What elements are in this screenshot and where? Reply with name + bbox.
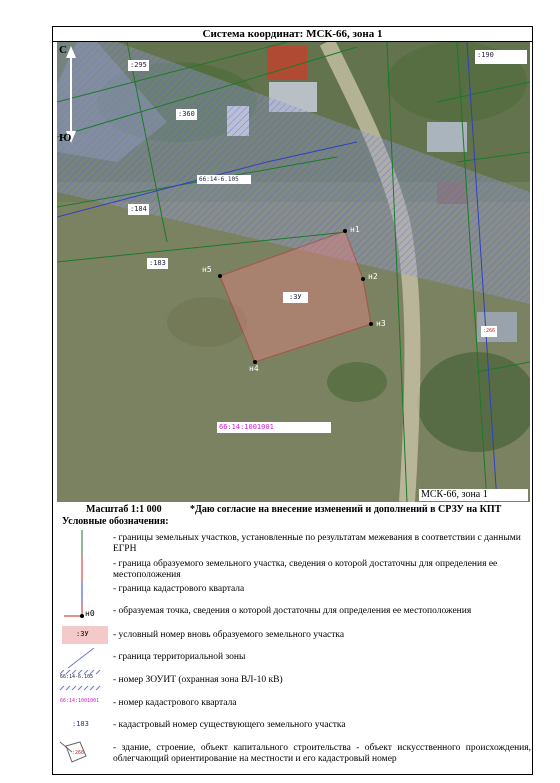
legend-symbol-parcel-boundary bbox=[58, 530, 110, 556]
sheet-title: Система координат: МСК-66, зона 1 bbox=[53, 27, 532, 42]
legend-symbol-point: н0 bbox=[58, 604, 110, 622]
point-label-n4: н4 bbox=[249, 364, 259, 373]
consent-note: *Даю согласие на внесение изменений и дополнений в СРЗУ на КПТ bbox=[190, 504, 502, 515]
point-label-n3: н3 bbox=[376, 319, 386, 328]
point-label-n1: н1 bbox=[350, 225, 360, 234]
point-label-n2: н2 bbox=[368, 272, 378, 281]
point-n2 bbox=[361, 277, 365, 281]
legend-title: Условные обозначения: bbox=[62, 516, 169, 527]
legend-symbol-quarter-number: 66:14:1001001 bbox=[60, 698, 100, 704]
map-area[interactable] bbox=[57, 42, 530, 502]
legend-symbol-cadastral-number: :183 bbox=[72, 720, 89, 728]
zouit-label: 66:14-6.105 bbox=[197, 175, 251, 184]
legend-text-7: - номер ЗОУИТ (охранная зона ВЛ-10 кВ) bbox=[113, 675, 283, 685]
map-canvas bbox=[57, 42, 530, 502]
legend-text-5: - условный номер вновь образуемого земельного участка bbox=[113, 630, 345, 640]
point-label-n5: н5 bbox=[202, 265, 212, 274]
building bbox=[267, 46, 307, 80]
legend-symbol-zouit: 66:14-6.105 bbox=[58, 670, 110, 692]
quarter-number-label: 66:14:1001001 bbox=[217, 422, 331, 433]
map-scale: Масштаб 1:1 000 bbox=[86, 504, 162, 515]
crs-label: МСК-66, зона 1 bbox=[419, 489, 528, 501]
legend-text-2: - граница образуемого земельного участка, сведения о которой достаточны для определения ее местоположения bbox=[113, 559, 498, 580]
point-n3 bbox=[369, 322, 373, 326]
legend-text-4: - образуемая точка, сведения о которой достаточны для определения ее местоположения bbox=[113, 606, 472, 616]
legend-text-9: - кадастровый номер существующего земельного участка bbox=[113, 720, 346, 730]
point-n1 bbox=[343, 229, 347, 233]
legend-symbol-quarter-boundary bbox=[58, 582, 110, 606]
legend-symbol-sz: :ЗУ bbox=[62, 626, 108, 644]
parcel-label-295: :295 bbox=[130, 61, 147, 69]
parcel-label-360: :360 bbox=[178, 110, 195, 118]
legend-text-10: - здание, строение, объект капитального строительства - объект искусственного происхождения, облегчающий ориентирование на местности и его кадастровый номер bbox=[113, 743, 531, 764]
building-number-label: :266 bbox=[481, 326, 497, 337]
legend-symbol-new-boundary bbox=[58, 556, 110, 582]
north-label: С bbox=[59, 44, 67, 56]
legend-text-1: - границы земельных участков, установленные по результатам межевания в соответствии с данными ЕГРН bbox=[113, 533, 521, 554]
building bbox=[427, 122, 467, 152]
legend-symbol-building: :266 bbox=[58, 740, 110, 768]
legend-text-8: - номер кадастрового квартала bbox=[113, 698, 237, 708]
legend-text-6: - граница территориальной зоны bbox=[113, 652, 246, 662]
parcel-label-183: :183 bbox=[149, 259, 166, 267]
parcel-label-190: :190 bbox=[475, 50, 527, 64]
legend-symbol-zone-boundary bbox=[58, 648, 110, 668]
new-parcel-label: :ЗУ bbox=[283, 292, 308, 303]
point-n5 bbox=[218, 274, 222, 278]
parcel-label-184: :184 bbox=[130, 205, 147, 213]
legend-text-3: - граница кадастрового квартала bbox=[113, 584, 245, 594]
south-label: Ю bbox=[59, 132, 72, 144]
